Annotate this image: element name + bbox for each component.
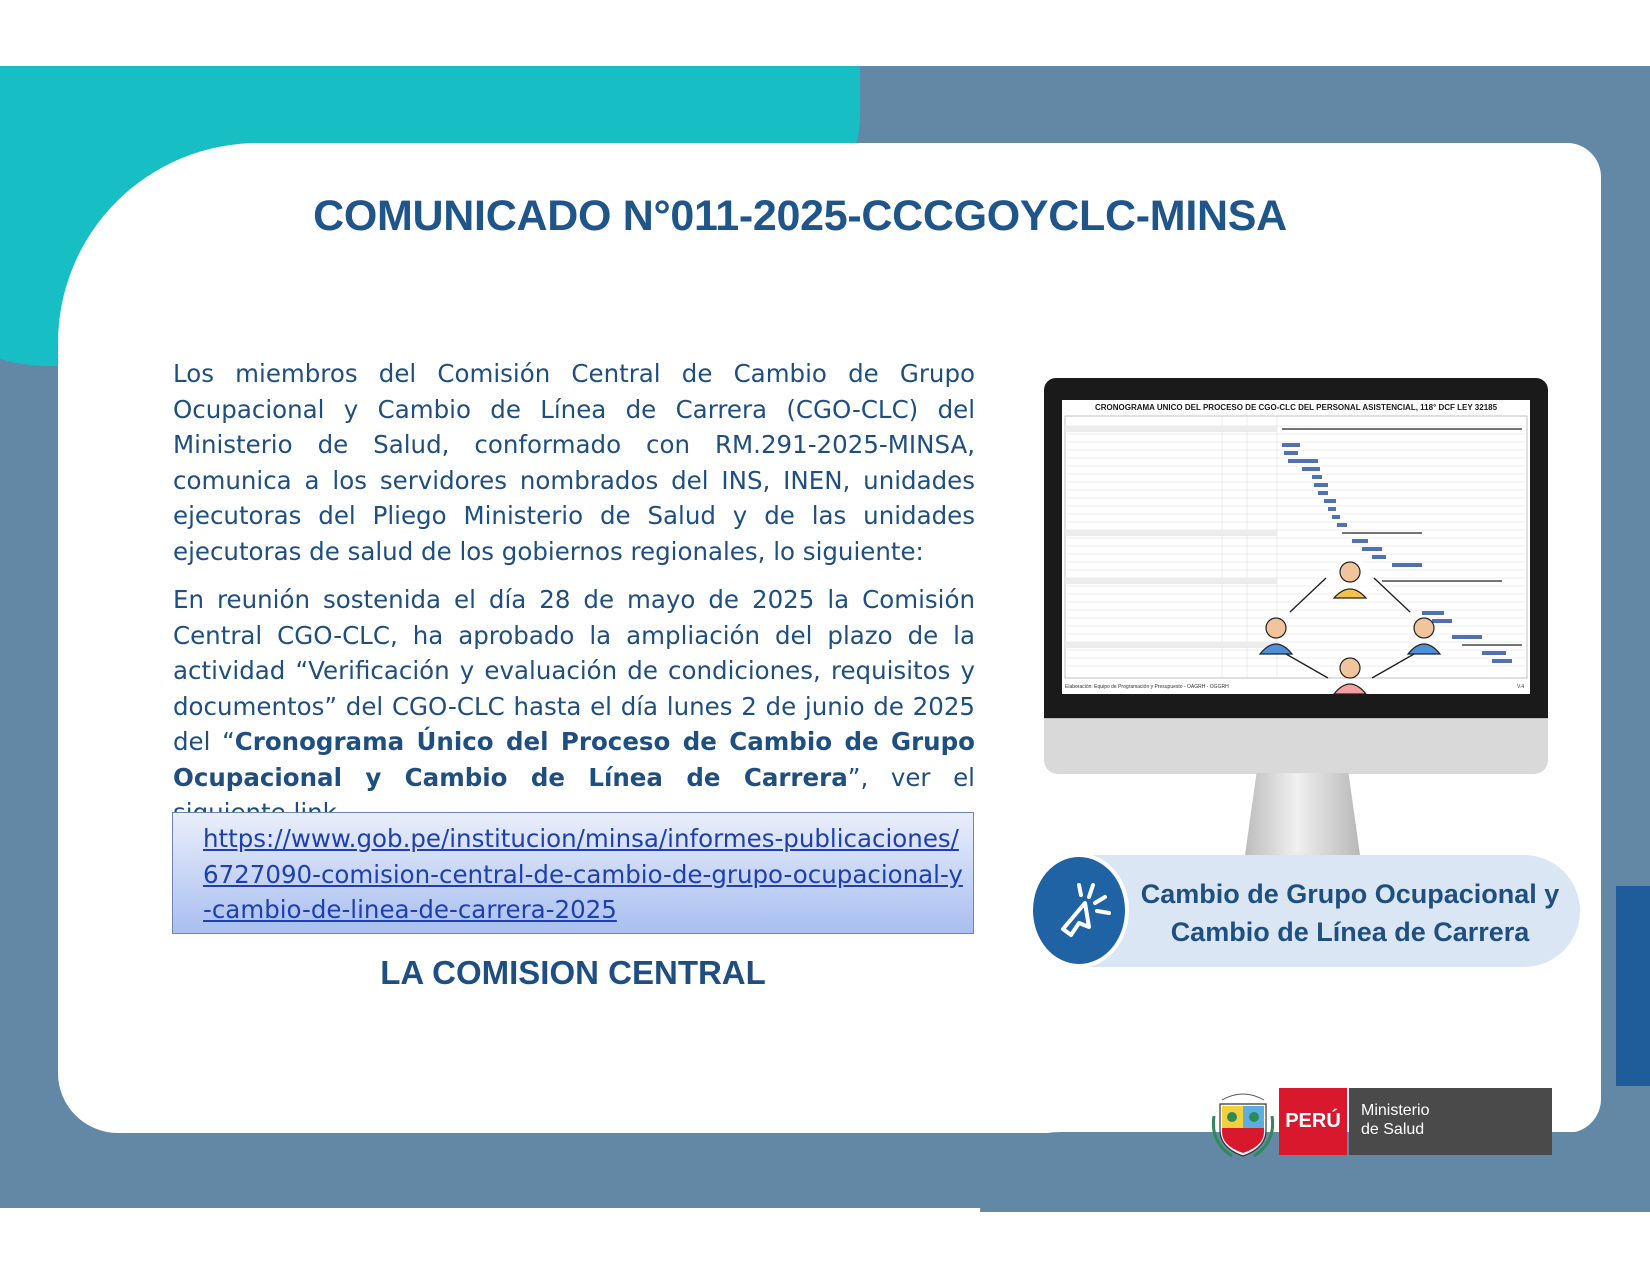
callout-line1: Cambio de Grupo Ocupacional y (1140, 879, 1560, 909)
people-cycle-icon (1240, 550, 1460, 710)
schedule-footer-source: Elaboración: Equipo de Programación y Presupuesto - OAGRH - OGGRH (1065, 684, 1229, 690)
signature: LA COMISION CENTRAL (380, 954, 766, 991)
callout-line2: Cambio de Línea de Carrera (1170, 917, 1530, 947)
page-title: COMUNICADO N°011-2025-CCCGOYCLC-MINSA (313, 192, 1287, 240)
monitor-chin (1044, 718, 1548, 774)
ministry-line2: de Salud (1361, 1121, 1425, 1138)
peru-coat-of-arms-icon (1212, 1086, 1274, 1158)
announcement-text-b: ”, ver el (847, 762, 975, 792)
blue-edge-strip (1616, 886, 1650, 1086)
callout-text (1135, 875, 1565, 951)
schedule-name: Cronograma Único del Proceso de Cambio de Grupo Ocupacional y Cambio de Línea de Carrera (173, 727, 975, 792)
schedule-table-title: CRONOGRAMA UNICO DEL PROCESO DE CGO-CLC DEL PERSONAL ASISTENCIAL, 118° DCF LEY 32185 (1094, 403, 1498, 412)
schedule-footer-version: V.4 (1516, 684, 1524, 690)
peru-brand: PERÚ (1279, 1088, 1347, 1155)
paragraph-intro: Los miembros del Comisión Central de Cambio de Grupo Ocupacional y Cambio de Línea de Carrera (CGO-CLC) del Ministerio de Salud, conformado con RM.291-2025-MINSA, comunica a los servidores nombrados del INS, INEN, unidades ejecutoras del Pliego Ministerio de Salud y de las unidades ejecutoras de salud de los gobiernos regionales, lo siguiente: (173, 359, 975, 566)
link-box (172, 812, 974, 934)
click-cursor-icon (1033, 857, 1125, 964)
ministry-line1: Ministerio (1361, 1102, 1430, 1119)
callout-icon-badge (1029, 853, 1129, 968)
publication-link[interactable]: https://www.gob.pe/institucion/minsa/informes-publicaciones/6727090-comision-central-de-cambio-de-grupo-ocupacional-y-cambio-de-linea-de-carrera-2025 (203, 824, 963, 924)
monitor-stand (1245, 773, 1360, 855)
ministry-brand (1349, 1088, 1552, 1155)
paragraph-announcement (173, 582, 975, 831)
announcement-text-a: En reunión sostenida el día 28 de mayo de 2025 la Comisión Central CGO-CLC, ha aprobado la ampliación del plazo de la actividad “Verificación y evaluación de condiciones, requisitos y documentos” del CGO-CLC hasta el día lunes 2 de junio de 2025 del “ (173, 585, 975, 756)
